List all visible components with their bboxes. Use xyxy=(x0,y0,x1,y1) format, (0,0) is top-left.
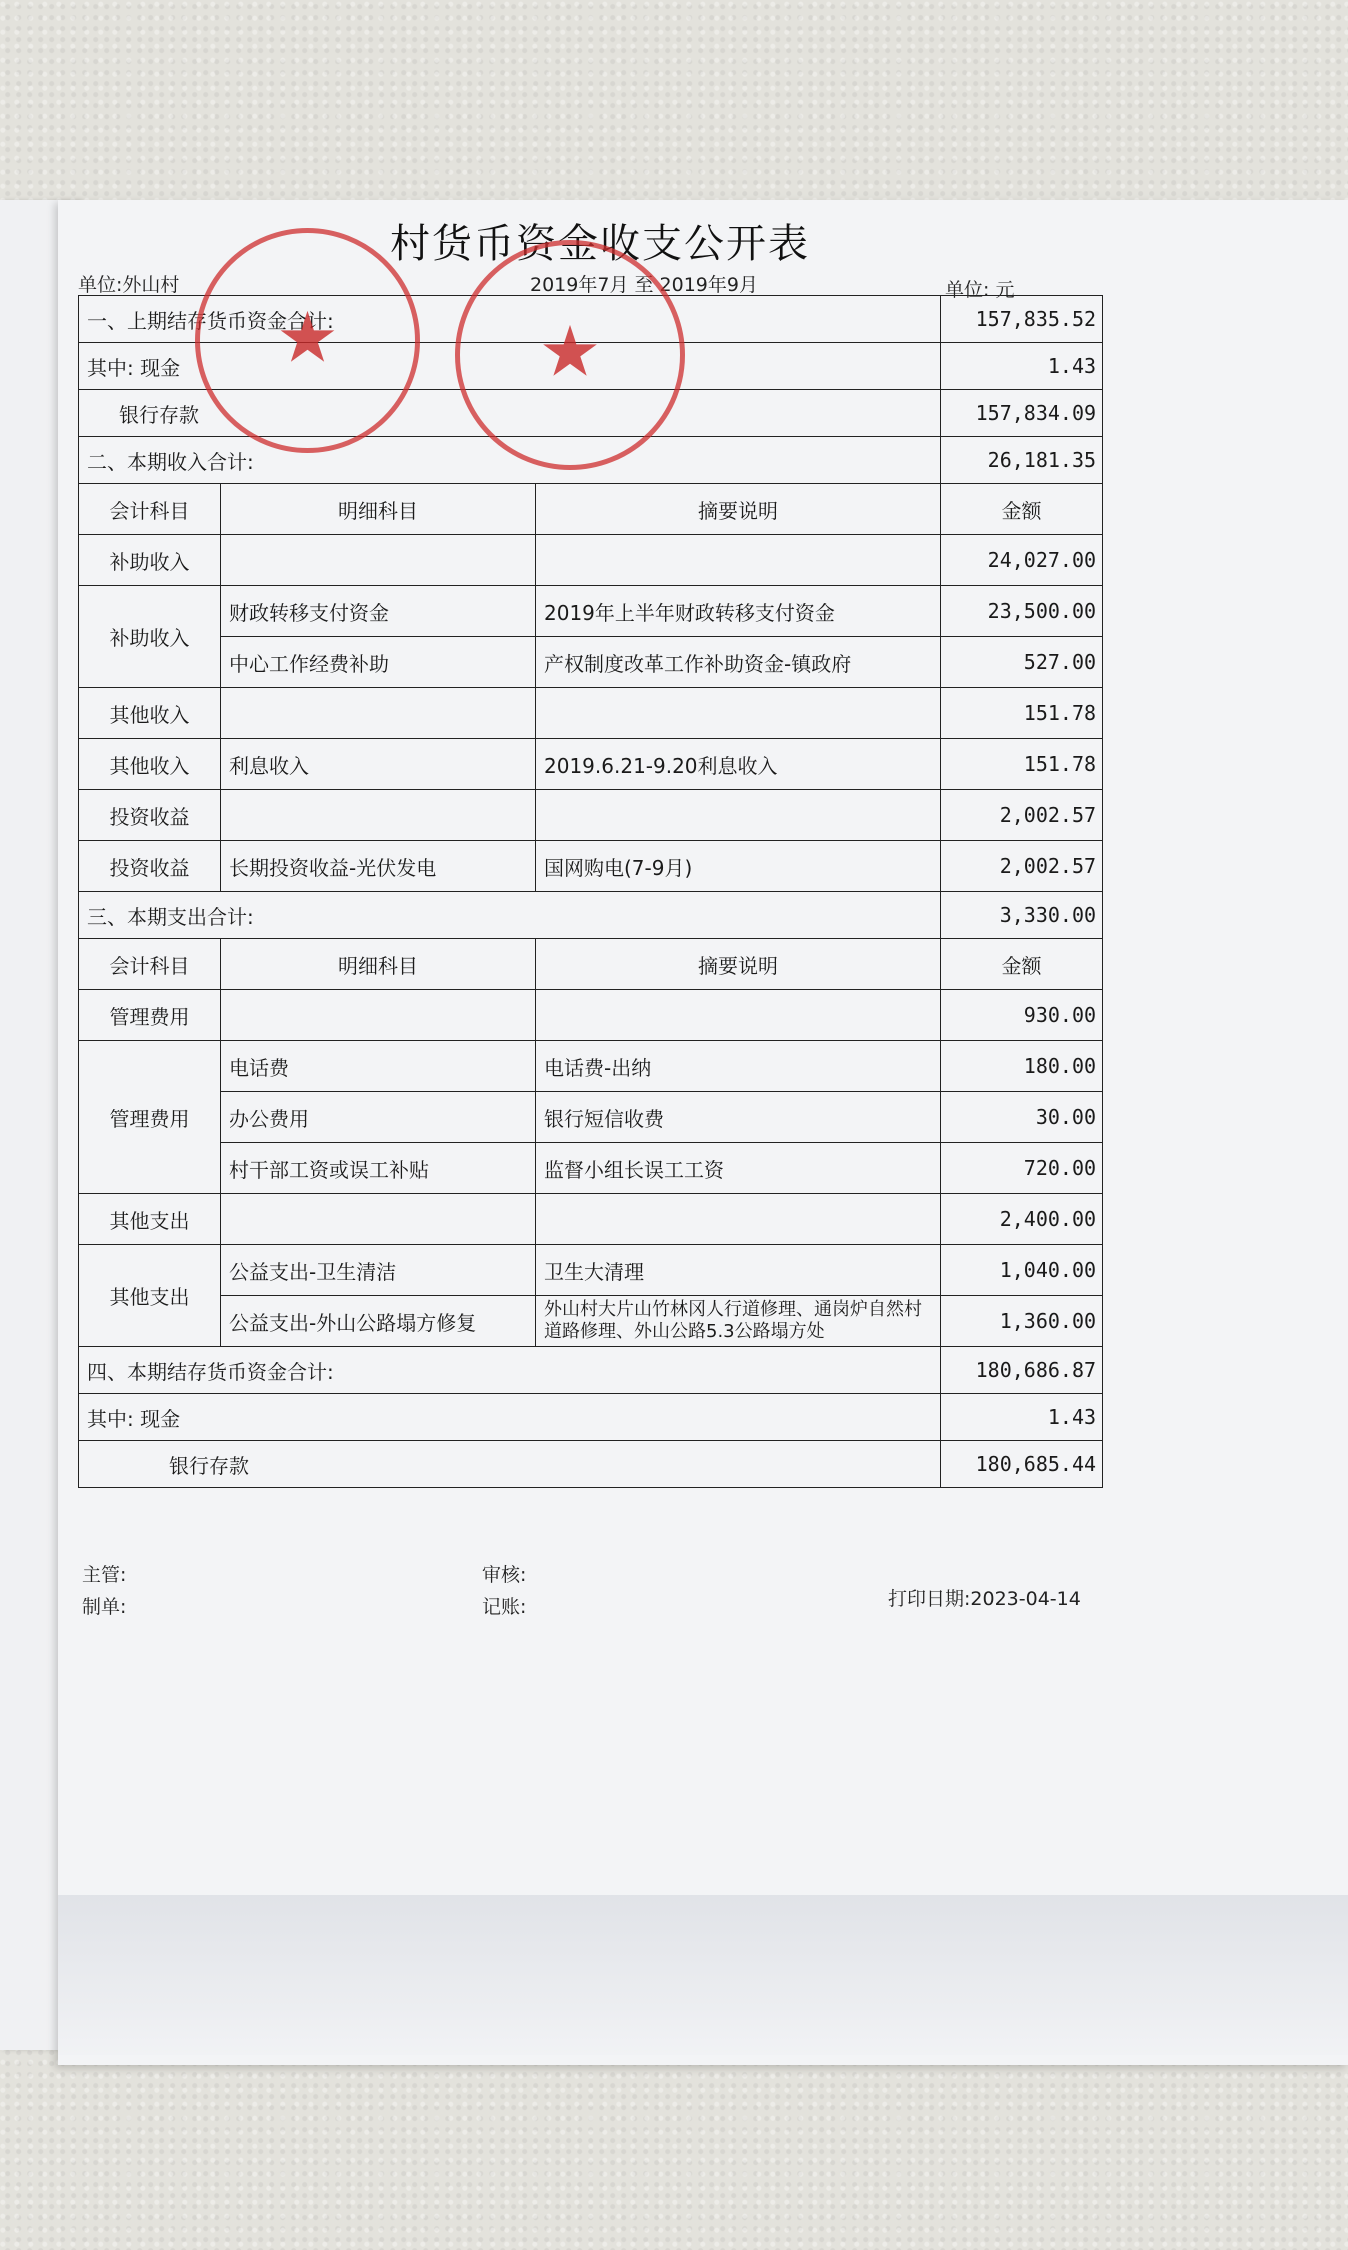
closing-total-row xyxy=(79,1347,1103,1394)
summary-cell: 电话费-出纳 xyxy=(536,1041,941,1092)
detail-cell: 村干部工资或误工补贴 xyxy=(221,1143,536,1194)
opening-bank: 157,834.09 xyxy=(941,390,1103,437)
subject-cell: 管理费用 xyxy=(79,990,221,1041)
header-summary: 摘要说明 xyxy=(536,939,941,990)
header-summary: 摘要说明 xyxy=(536,484,941,535)
amount-cell: 30.00 xyxy=(941,1092,1103,1143)
summary-cell: 2019年上半年财政转移支付资金 xyxy=(536,586,941,637)
detail-cell xyxy=(221,990,536,1041)
closing-cash-row xyxy=(79,1394,1103,1441)
table-row xyxy=(79,1194,1103,1245)
header-subject: 会计科目 xyxy=(79,939,221,990)
auditor-label: 审核: xyxy=(482,1564,527,1586)
amount-cell: 151.78 xyxy=(941,739,1103,790)
table-row xyxy=(79,586,1103,637)
amount-cell: 180.00 xyxy=(941,1041,1103,1092)
summary-cell xyxy=(536,790,941,841)
table-row xyxy=(79,1245,1103,1296)
amount-cell: 151.78 xyxy=(941,688,1103,739)
subject-cell: 其他支出 xyxy=(79,1245,221,1347)
detail-cell xyxy=(221,1194,536,1245)
ledger-table xyxy=(78,295,1103,1488)
subject-cell: 补助收入 xyxy=(79,535,221,586)
period: 2019年7月 至 2019年9月 xyxy=(530,274,758,296)
amount-cell: 24,027.00 xyxy=(941,535,1103,586)
closing-total: 180,686.87 xyxy=(941,1347,1103,1394)
income-label: 二、本期收入合计: xyxy=(79,437,941,484)
detail-cell: 财政转移支付资金 xyxy=(221,586,536,637)
summary-cell: 银行短信收费 xyxy=(536,1092,941,1143)
star-icon: ★ xyxy=(538,310,602,393)
opening-bank-label: 银行存款 xyxy=(79,390,941,437)
detail-cell xyxy=(221,535,536,586)
table-row xyxy=(79,790,1103,841)
table-row xyxy=(79,739,1103,790)
detail-cell xyxy=(221,688,536,739)
amount-cell: 1,040.00 xyxy=(941,1245,1103,1296)
table-row xyxy=(79,637,1103,688)
detail-cell: 利息收入 xyxy=(221,739,536,790)
header-detail: 明细科目 xyxy=(221,484,536,535)
closing-bank-row xyxy=(79,1441,1103,1488)
summary-cell: 2019.6.21-9.20利息收入 xyxy=(536,739,941,790)
preparer-label: 制单: xyxy=(82,1596,127,1618)
closing-label: 四、本期结存货币资金合计: xyxy=(79,1347,941,1394)
table-row xyxy=(79,535,1103,586)
unit-org: 单位:外山村 xyxy=(78,274,180,296)
table-row xyxy=(79,1041,1103,1092)
summary-cell xyxy=(536,990,941,1041)
amount-cell: 23,500.00 xyxy=(941,586,1103,637)
ledger-table-wrap xyxy=(78,295,1102,1488)
income-header-row xyxy=(79,484,1103,535)
table-row xyxy=(79,1092,1103,1143)
closing-bank: 180,685.44 xyxy=(941,1441,1103,1488)
supervisor-label: 主管: xyxy=(82,1564,127,1586)
star-icon: ★ xyxy=(276,296,339,378)
amount-cell: 1,360.00 xyxy=(941,1296,1103,1347)
income-total: 26,181.35 xyxy=(941,437,1103,484)
expense-total: 3,330.00 xyxy=(941,892,1103,939)
detail-cell: 公益支出-外山公路塌方修复 xyxy=(221,1296,536,1347)
subject-cell: 补助收入 xyxy=(79,586,221,688)
plastic-cover-band xyxy=(58,1895,1348,2055)
table-row xyxy=(79,688,1103,739)
expense-header-row xyxy=(79,939,1103,990)
subject-cell: 投资收益 xyxy=(79,841,221,892)
summary-cell xyxy=(536,535,941,586)
detail-cell: 公益支出-卫生清洁 xyxy=(221,1245,536,1296)
bookkeeper-label: 记账: xyxy=(482,1596,527,1618)
unit-currency: 单位: 元 xyxy=(945,279,1015,301)
summary-cell: 国网购电(7-9月) xyxy=(536,841,941,892)
subject-cell: 管理费用 xyxy=(79,1041,221,1194)
amount-cell: 720.00 xyxy=(941,1143,1103,1194)
summary-cell xyxy=(536,1194,941,1245)
closing-cash-label: 其中: 现金 xyxy=(79,1394,941,1441)
table-row xyxy=(79,841,1103,892)
detail-cell: 长期投资收益-光伏发电 xyxy=(221,841,536,892)
audit-seal xyxy=(455,240,685,470)
header-amount: 金额 xyxy=(941,939,1103,990)
summary-cell: 外山村大片山竹林冈人行道修理、通岗炉自然村道路修理、外山公路5.3公路塌方处 xyxy=(536,1296,941,1347)
opening-cash: 1.43 xyxy=(941,343,1103,390)
expense-total-row xyxy=(79,892,1103,939)
summary-cell: 卫生大清理 xyxy=(536,1245,941,1296)
subject-cell: 其他支出 xyxy=(79,1194,221,1245)
amount-cell: 527.00 xyxy=(941,637,1103,688)
header-detail: 明细科目 xyxy=(221,939,536,990)
opening-total: 157,835.52 xyxy=(941,296,1103,343)
subject-cell: 投资收益 xyxy=(79,790,221,841)
amount-cell: 2,400.00 xyxy=(941,1194,1103,1245)
subject-cell: 其他收入 xyxy=(79,688,221,739)
village-committee-seal xyxy=(195,228,420,453)
opening-cash-label: 其中: 现金 xyxy=(79,343,941,390)
subject-cell: 其他收入 xyxy=(79,739,221,790)
detail-cell: 电话费 xyxy=(221,1041,536,1092)
detail-cell: 中心工作经费补助 xyxy=(221,637,536,688)
amount-cell: 930.00 xyxy=(941,990,1103,1041)
header-subject: 会计科目 xyxy=(79,484,221,535)
table-row xyxy=(79,990,1103,1041)
amount-cell: 2,002.57 xyxy=(941,790,1103,841)
header-amount: 金额 xyxy=(941,484,1103,535)
closing-bank-label: 银行存款 xyxy=(79,1441,941,1488)
amount-cell: 2,002.57 xyxy=(941,841,1103,892)
summary-cell: 产权制度改革工作补助资金-镇政府 xyxy=(536,637,941,688)
table-row xyxy=(79,1143,1103,1194)
print-date: 打印日期:2023-04-14 xyxy=(888,1588,1081,1610)
detail-cell xyxy=(221,790,536,841)
expense-label: 三、本期支出合计: xyxy=(79,892,941,939)
opening-label: 一、上期结存货币资金合计: xyxy=(79,296,941,343)
detail-cell: 办公费用 xyxy=(221,1092,536,1143)
summary-cell xyxy=(536,688,941,739)
page-title: 村货币资金收支公开表 xyxy=(390,221,810,267)
table-row xyxy=(79,1296,1103,1347)
summary-cell: 监督小组长误工工资 xyxy=(536,1143,941,1194)
closing-cash: 1.43 xyxy=(941,1394,1103,1441)
